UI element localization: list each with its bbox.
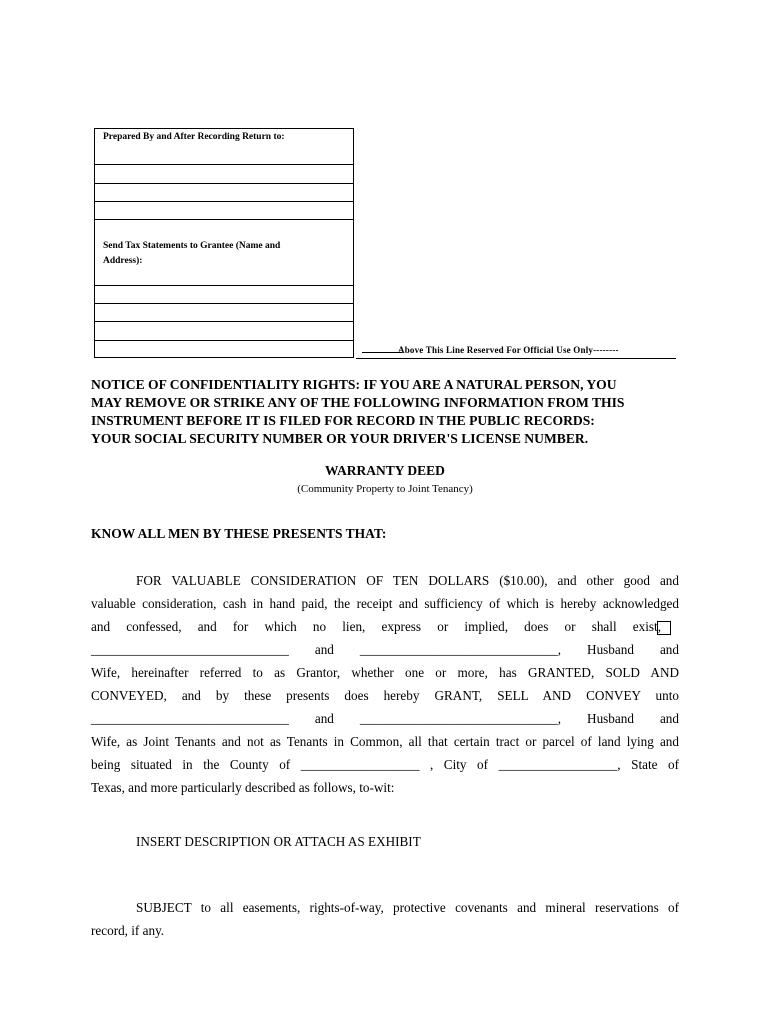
subject-clause xyxy=(91,896,679,942)
deed-subtitle: (Community Property to Joint Tenancy) xyxy=(297,483,473,495)
form-line[interactable] xyxy=(95,219,353,220)
body-line: valuable consideration, cash in hand paid, the receipt and sufficiency of which is hereby acknowledged xyxy=(91,596,679,611)
form-line[interactable] xyxy=(95,183,353,184)
reserved-line-rule xyxy=(356,358,676,359)
confidentiality-notice xyxy=(91,376,691,448)
body-line: Wife, hereinafter referred to as Grantor, whether one or more, has GRANTED, SOLD AND xyxy=(91,665,679,680)
body-line: Wife, as Joint Tenants and not as Tenants in Common, all that certain tract or parcel of land lying and xyxy=(91,734,679,749)
form-line[interactable] xyxy=(95,321,353,322)
body-line: FOR VALUABLE CONSIDERATION OF TEN DOLLARS ($10.00), and other good and xyxy=(136,573,679,588)
recording-box xyxy=(94,128,354,358)
form-line[interactable] xyxy=(95,303,353,304)
reserved-line-dash xyxy=(362,352,402,353)
form-line[interactable] xyxy=(95,285,353,286)
send-tax-label-line1: Send Tax Statements to Grantee (Name and xyxy=(103,241,281,251)
grantor-names-line[interactable]: ______________________________ and ______________________________, Husband and xyxy=(91,642,679,657)
body-line: Texas, and more particularly described as follows, to-wit: xyxy=(91,780,395,795)
body-line: CONVEYED, and by these presents does hereby GRANT, SELL AND CONVEY unto xyxy=(91,688,679,703)
notice-line: NOTICE OF CONFIDENTIALITY RIGHTS: IF YOU ARE A NATURAL PERSON, YOU xyxy=(91,377,617,392)
grantee-names-line[interactable]: ______________________________ and ______________________________, Husband and xyxy=(91,711,679,726)
subject-line: SUBJECT to all easements, rights-of-way, protective covenants and mineral reservations of xyxy=(136,900,679,915)
form-line[interactable] xyxy=(95,201,353,202)
notice-line: YOUR SOCIAL SECURITY NUMBER OR YOUR DRIVER'S LICENSE NUMBER. xyxy=(91,431,589,446)
body-line-text: and confessed, and for which no lien, express or implied, does or shall exist, xyxy=(91,619,661,634)
notice-line: INSTRUMENT BEFORE IT IS FILED FOR RECORD IN THE PUBLIC RECORDS: xyxy=(91,413,595,428)
notice-line: MAY REMOVE OR STRIKE ANY OF THE FOLLOWING INFORMATION FROM THIS xyxy=(91,395,625,410)
form-line[interactable] xyxy=(95,164,353,165)
checkbox[interactable] xyxy=(657,621,671,635)
prepared-by-label: Prepared By and After Recording Return to: xyxy=(103,132,285,142)
reserved-line-label: Above This Line Reserved For Official Use Only-------- xyxy=(398,345,619,355)
know-all-heading: KNOW ALL MEN BY THESE PRESENTS THAT: xyxy=(91,526,387,541)
body-line-with-checkbox xyxy=(91,615,679,638)
deed-body xyxy=(91,569,679,799)
send-tax-label-line2: Address): xyxy=(103,256,143,266)
county-city-line[interactable]: being situated in the County of __________________ , City of __________________, State of xyxy=(91,757,679,772)
deed-title: WARRANTY DEED xyxy=(325,463,445,478)
subject-line: record, if any. xyxy=(91,923,165,938)
form-line[interactable] xyxy=(95,340,353,341)
insert-description: INSERT DESCRIPTION OR ATTACH AS EXHIBIT xyxy=(136,834,421,849)
